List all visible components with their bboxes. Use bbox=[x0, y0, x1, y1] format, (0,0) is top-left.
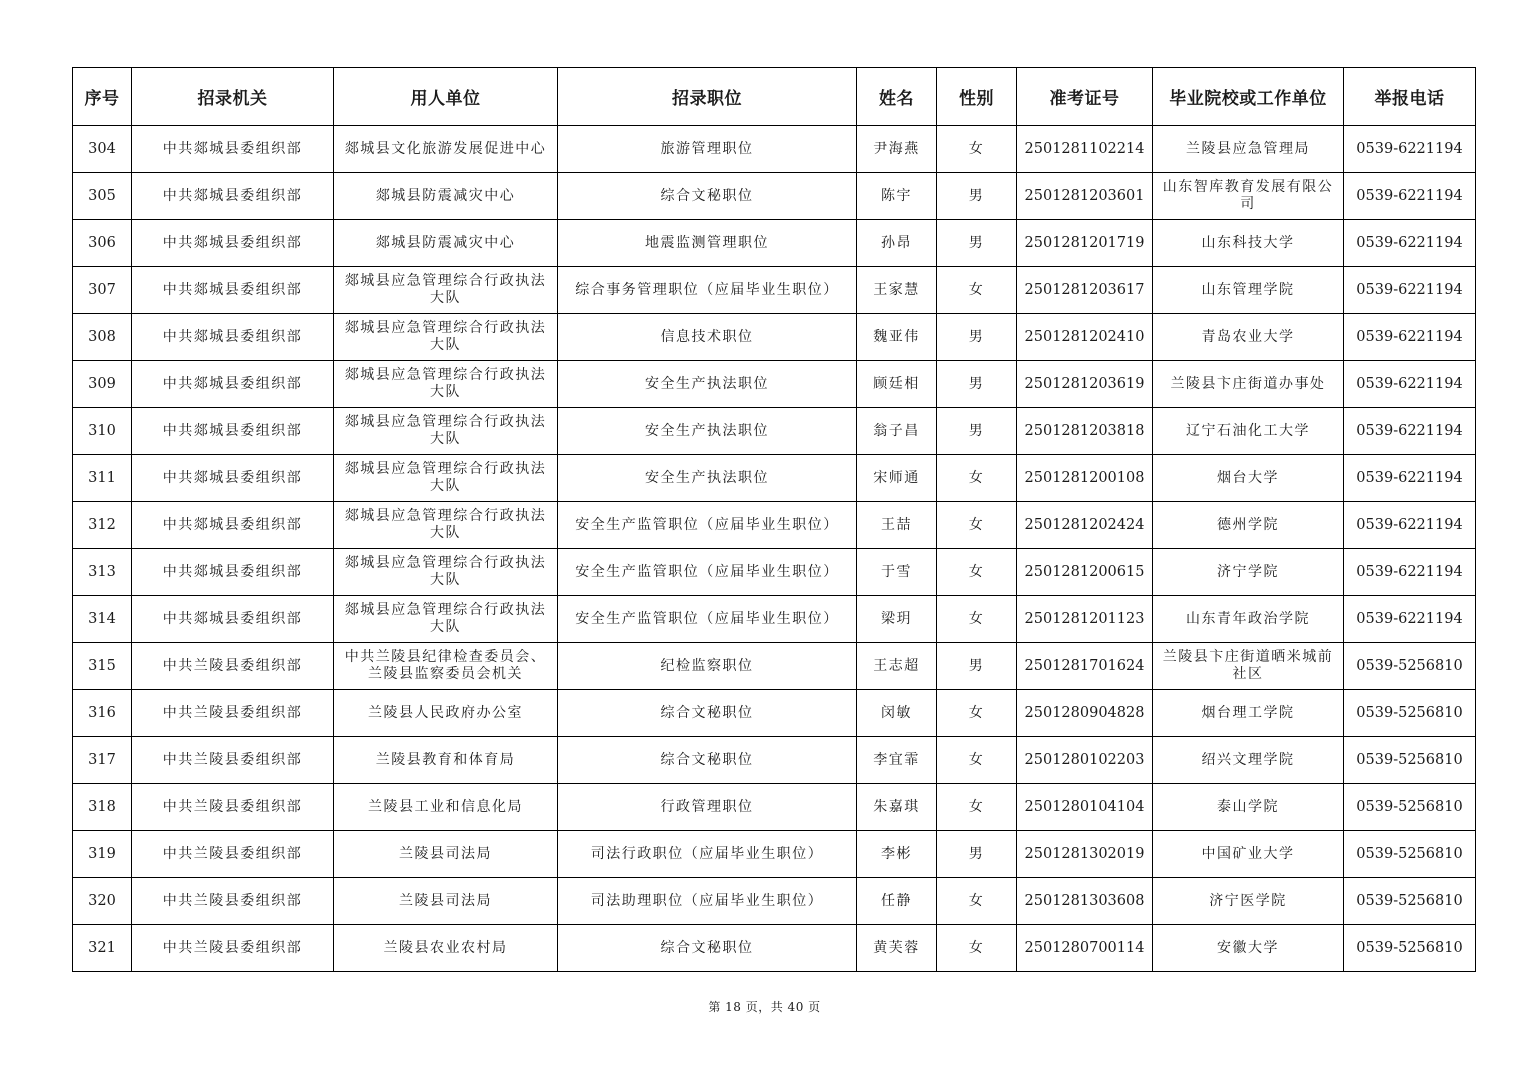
cell-name: 李彬 bbox=[857, 831, 937, 878]
cell-seq: 320 bbox=[73, 878, 132, 925]
cell-gender: 男 bbox=[937, 643, 1017, 690]
cell-name: 闵敏 bbox=[857, 690, 937, 737]
cell-employer: 兰陵县工业和信息化局 bbox=[334, 784, 558, 831]
table-row bbox=[73, 878, 1476, 925]
cell-exam-id: 2501281203818 bbox=[1017, 408, 1153, 455]
cell-name: 朱嘉琪 bbox=[857, 784, 937, 831]
cell-seq: 309 bbox=[73, 361, 132, 408]
cell-employer: 郯城县应急管理综合行政执法大队 bbox=[334, 455, 558, 502]
cell-recruiting-agency: 中共郯城县委组织部 bbox=[132, 596, 334, 643]
cell-gender: 男 bbox=[937, 361, 1017, 408]
table-row bbox=[73, 690, 1476, 737]
cell-employer: 兰陵县司法局 bbox=[334, 831, 558, 878]
cell-employer: 兰陵县教育和体育局 bbox=[334, 737, 558, 784]
cell-position: 纪检监察职位 bbox=[558, 643, 857, 690]
cell-exam-id: 2501281701624 bbox=[1017, 643, 1153, 690]
table-row bbox=[73, 126, 1476, 173]
cell-position: 安全生产执法职位 bbox=[558, 361, 857, 408]
cell-school-or-workplace: 兰陵县卞庄街道晒米城前社区 bbox=[1153, 643, 1344, 690]
cell-name: 黄芙蓉 bbox=[857, 925, 937, 972]
cell-name: 陈宇 bbox=[857, 173, 937, 220]
table-row bbox=[73, 831, 1476, 878]
cell-exam-id: 2501280700114 bbox=[1017, 925, 1153, 972]
cell-position: 综合文秘职位 bbox=[558, 173, 857, 220]
cell-recruiting-agency: 中共郯城县委组织部 bbox=[132, 455, 334, 502]
cell-name: 魏亚伟 bbox=[857, 314, 937, 361]
cell-school-or-workplace: 青岛农业大学 bbox=[1153, 314, 1344, 361]
cell-seq: 315 bbox=[73, 643, 132, 690]
cell-gender: 女 bbox=[937, 690, 1017, 737]
cell-school-or-workplace: 烟台理工学院 bbox=[1153, 690, 1344, 737]
cell-recruiting-agency: 中共郯城县委组织部 bbox=[132, 361, 334, 408]
cell-employer: 中共兰陵县纪律检查委员会、兰陵县监察委员会机关 bbox=[334, 643, 558, 690]
table-row bbox=[73, 502, 1476, 549]
cell-employer: 郯城县应急管理综合行政执法大队 bbox=[334, 408, 558, 455]
cell-seq: 305 bbox=[73, 173, 132, 220]
cell-seq: 316 bbox=[73, 690, 132, 737]
cell-position: 行政管理职位 bbox=[558, 784, 857, 831]
header-name: 姓名 bbox=[857, 68, 937, 126]
cell-seq: 318 bbox=[73, 784, 132, 831]
header-position: 招录职位 bbox=[558, 68, 857, 126]
cell-report-phone: 0539-6221194 bbox=[1344, 220, 1476, 267]
cell-report-phone: 0539-6221194 bbox=[1344, 173, 1476, 220]
cell-report-phone: 0539-6221194 bbox=[1344, 314, 1476, 361]
cell-gender: 女 bbox=[937, 596, 1017, 643]
cell-employer: 郯城县应急管理综合行政执法大队 bbox=[334, 502, 558, 549]
cell-seq: 311 bbox=[73, 455, 132, 502]
cell-gender: 女 bbox=[937, 784, 1017, 831]
cell-school-or-workplace: 山东青年政治学院 bbox=[1153, 596, 1344, 643]
cell-recruiting-agency: 中共郯城县委组织部 bbox=[132, 220, 334, 267]
cell-recruiting-agency: 中共郯城县委组织部 bbox=[132, 549, 334, 596]
cell-school-or-workplace: 中国矿业大学 bbox=[1153, 831, 1344, 878]
cell-school-or-workplace: 济宁学院 bbox=[1153, 549, 1344, 596]
header-seq: 序号 bbox=[73, 68, 132, 126]
cell-position: 综合文秘职位 bbox=[558, 737, 857, 784]
cell-position: 安全生产执法职位 bbox=[558, 455, 857, 502]
cell-report-phone: 0539-5256810 bbox=[1344, 831, 1476, 878]
cell-report-phone: 0539-6221194 bbox=[1344, 267, 1476, 314]
table-row bbox=[73, 925, 1476, 972]
cell-recruiting-agency: 中共兰陵县委组织部 bbox=[132, 831, 334, 878]
cell-school-or-workplace: 山东科技大学 bbox=[1153, 220, 1344, 267]
header-exam-id: 准考证号 bbox=[1017, 68, 1153, 126]
table-row bbox=[73, 220, 1476, 267]
cell-position: 司法助理职位（应届毕业生职位） bbox=[558, 878, 857, 925]
cell-seq: 321 bbox=[73, 925, 132, 972]
cell-position: 安全生产执法职位 bbox=[558, 408, 857, 455]
table-row bbox=[73, 455, 1476, 502]
cell-employer: 兰陵县司法局 bbox=[334, 878, 558, 925]
table-row bbox=[73, 549, 1476, 596]
cell-school-or-workplace: 山东智库教育发展有限公司 bbox=[1153, 173, 1344, 220]
cell-name: 王志超 bbox=[857, 643, 937, 690]
cell-name: 于雪 bbox=[857, 549, 937, 596]
cell-exam-id: 2501281203619 bbox=[1017, 361, 1153, 408]
cell-employer: 郯城县防震减灾中心 bbox=[334, 220, 558, 267]
cell-gender: 男 bbox=[937, 408, 1017, 455]
cell-exam-id: 2501281102214 bbox=[1017, 126, 1153, 173]
cell-recruiting-agency: 中共郯城县委组织部 bbox=[132, 126, 334, 173]
cell-gender: 女 bbox=[937, 878, 1017, 925]
cell-position: 综合事务管理职位（应届毕业生职位） bbox=[558, 267, 857, 314]
cell-employer: 兰陵县农业农村局 bbox=[334, 925, 558, 972]
cell-position: 安全生产监管职位（应届毕业生职位） bbox=[558, 596, 857, 643]
cell-report-phone: 0539-6221194 bbox=[1344, 361, 1476, 408]
header-report-phone: 举报电话 bbox=[1344, 68, 1476, 126]
cell-name: 李宜霏 bbox=[857, 737, 937, 784]
cell-exam-id: 2501281200108 bbox=[1017, 455, 1153, 502]
cell-gender: 女 bbox=[937, 267, 1017, 314]
cell-name: 尹海燕 bbox=[857, 126, 937, 173]
cell-report-phone: 0539-5256810 bbox=[1344, 690, 1476, 737]
cell-report-phone: 0539-6221194 bbox=[1344, 455, 1476, 502]
table-row bbox=[73, 596, 1476, 643]
cell-name: 孙昂 bbox=[857, 220, 937, 267]
cell-gender: 男 bbox=[937, 220, 1017, 267]
cell-position: 地震监测管理职位 bbox=[558, 220, 857, 267]
cell-exam-id: 2501281203601 bbox=[1017, 173, 1153, 220]
cell-report-phone: 0539-6221194 bbox=[1344, 549, 1476, 596]
table-row bbox=[73, 737, 1476, 784]
table-header-row bbox=[73, 68, 1476, 126]
cell-school-or-workplace: 绍兴文理学院 bbox=[1153, 737, 1344, 784]
cell-recruiting-agency: 中共郯城县委组织部 bbox=[132, 502, 334, 549]
cell-report-phone: 0539-6221194 bbox=[1344, 596, 1476, 643]
cell-seq: 314 bbox=[73, 596, 132, 643]
cell-exam-id: 2501281201719 bbox=[1017, 220, 1153, 267]
cell-seq: 312 bbox=[73, 502, 132, 549]
table-row bbox=[73, 267, 1476, 314]
cell-name: 梁玥 bbox=[857, 596, 937, 643]
cell-exam-id: 2501281203617 bbox=[1017, 267, 1153, 314]
cell-exam-id: 2501281200615 bbox=[1017, 549, 1153, 596]
cell-recruiting-agency: 中共郯城县委组织部 bbox=[132, 267, 334, 314]
table-row bbox=[73, 784, 1476, 831]
table-row bbox=[73, 361, 1476, 408]
cell-gender: 女 bbox=[937, 737, 1017, 784]
header-gender: 性别 bbox=[937, 68, 1017, 126]
header-recruiting-agency: 招录机关 bbox=[132, 68, 334, 126]
cell-recruiting-agency: 中共兰陵县委组织部 bbox=[132, 643, 334, 690]
cell-gender: 女 bbox=[937, 126, 1017, 173]
cell-school-or-workplace: 烟台大学 bbox=[1153, 455, 1344, 502]
cell-name: 王家慧 bbox=[857, 267, 937, 314]
cell-employer: 郯城县应急管理综合行政执法大队 bbox=[334, 596, 558, 643]
cell-school-or-workplace: 辽宁石油化工大学 bbox=[1153, 408, 1344, 455]
cell-exam-id: 2501280904828 bbox=[1017, 690, 1153, 737]
cell-exam-id: 2501281302019 bbox=[1017, 831, 1153, 878]
cell-employer: 郯城县应急管理综合行政执法大队 bbox=[334, 549, 558, 596]
cell-seq: 310 bbox=[73, 408, 132, 455]
cell-seq: 308 bbox=[73, 314, 132, 361]
cell-recruiting-agency: 中共兰陵县委组织部 bbox=[132, 737, 334, 784]
cell-position: 综合文秘职位 bbox=[558, 925, 857, 972]
cell-recruiting-agency: 中共兰陵县委组织部 bbox=[132, 784, 334, 831]
cell-seq: 306 bbox=[73, 220, 132, 267]
cell-position: 安全生产监管职位（应届毕业生职位） bbox=[558, 502, 857, 549]
cell-school-or-workplace: 安徽大学 bbox=[1153, 925, 1344, 972]
header-employer: 用人单位 bbox=[334, 68, 558, 126]
cell-seq: 313 bbox=[73, 549, 132, 596]
cell-gender: 女 bbox=[937, 455, 1017, 502]
cell-gender: 男 bbox=[937, 314, 1017, 361]
cell-employer: 郯城县应急管理综合行政执法大队 bbox=[334, 267, 558, 314]
cell-position: 综合文秘职位 bbox=[558, 690, 857, 737]
cell-report-phone: 0539-6221194 bbox=[1344, 408, 1476, 455]
cell-recruiting-agency: 中共郯城县委组织部 bbox=[132, 314, 334, 361]
cell-gender: 女 bbox=[937, 925, 1017, 972]
cell-exam-id: 2501281202410 bbox=[1017, 314, 1153, 361]
cell-employer: 兰陵县人民政府办公室 bbox=[334, 690, 558, 737]
cell-employer: 郯城县文化旅游发展促进中心 bbox=[334, 126, 558, 173]
cell-seq: 304 bbox=[73, 126, 132, 173]
cell-recruiting-agency: 中共郯城县委组织部 bbox=[132, 408, 334, 455]
table-row bbox=[73, 173, 1476, 220]
cell-seq: 319 bbox=[73, 831, 132, 878]
cell-report-phone: 0539-5256810 bbox=[1344, 643, 1476, 690]
cell-gender: 男 bbox=[937, 831, 1017, 878]
cell-employer: 郯城县应急管理综合行政执法大队 bbox=[334, 314, 558, 361]
cell-recruiting-agency: 中共兰陵县委组织部 bbox=[132, 878, 334, 925]
cell-school-or-workplace: 山东管理学院 bbox=[1153, 267, 1344, 314]
table-row bbox=[73, 643, 1476, 690]
page-footer: 第 18 页，共 40 页 bbox=[708, 1000, 821, 1014]
cell-position: 信息技术职位 bbox=[558, 314, 857, 361]
cell-recruiting-agency: 中共郯城县委组织部 bbox=[132, 173, 334, 220]
cell-gender: 男 bbox=[937, 173, 1017, 220]
cell-position: 安全生产监管职位（应届毕业生职位） bbox=[558, 549, 857, 596]
cell-exam-id: 2501281201123 bbox=[1017, 596, 1153, 643]
cell-school-or-workplace: 泰山学院 bbox=[1153, 784, 1344, 831]
cell-position: 旅游管理职位 bbox=[558, 126, 857, 173]
cell-seq: 307 bbox=[73, 267, 132, 314]
cell-report-phone: 0539-6221194 bbox=[1344, 126, 1476, 173]
cell-school-or-workplace: 德州学院 bbox=[1153, 502, 1344, 549]
cell-position: 司法行政职位（应届毕业生职位） bbox=[558, 831, 857, 878]
cell-school-or-workplace: 济宁医学院 bbox=[1153, 878, 1344, 925]
cell-name: 顾廷相 bbox=[857, 361, 937, 408]
cell-school-or-workplace: 兰陵县卞庄街道办事处 bbox=[1153, 361, 1344, 408]
cell-employer: 郯城县应急管理综合行政执法大队 bbox=[334, 361, 558, 408]
roster-sheet bbox=[72, 67, 1475, 972]
cell-report-phone: 0539-5256810 bbox=[1344, 737, 1476, 784]
cell-report-phone: 0539-6221194 bbox=[1344, 502, 1476, 549]
cell-exam-id: 2501281202424 bbox=[1017, 502, 1153, 549]
cell-seq: 317 bbox=[73, 737, 132, 784]
cell-gender: 女 bbox=[937, 549, 1017, 596]
cell-report-phone: 0539-5256810 bbox=[1344, 925, 1476, 972]
table-row bbox=[73, 408, 1476, 455]
cell-gender: 女 bbox=[937, 502, 1017, 549]
cell-report-phone: 0539-5256810 bbox=[1344, 878, 1476, 925]
cell-name: 任静 bbox=[857, 878, 937, 925]
cell-report-phone: 0539-5256810 bbox=[1344, 784, 1476, 831]
cell-recruiting-agency: 中共兰陵县委组织部 bbox=[132, 690, 334, 737]
cell-recruiting-agency: 中共兰陵县委组织部 bbox=[132, 925, 334, 972]
header-school-or-workplace: 毕业院校或工作单位 bbox=[1153, 68, 1344, 126]
cell-name: 王喆 bbox=[857, 502, 937, 549]
table-row bbox=[73, 314, 1476, 361]
cell-name: 宋师通 bbox=[857, 455, 937, 502]
candidate-table bbox=[72, 67, 1476, 972]
cell-school-or-workplace: 兰陵县应急管理局 bbox=[1153, 126, 1344, 173]
cell-name: 翁子昌 bbox=[857, 408, 937, 455]
cell-exam-id: 2501281303608 bbox=[1017, 878, 1153, 925]
cell-exam-id: 2501280104104 bbox=[1017, 784, 1153, 831]
cell-employer: 郯城县防震减灾中心 bbox=[334, 173, 558, 220]
cell-exam-id: 2501280102203 bbox=[1017, 737, 1153, 784]
